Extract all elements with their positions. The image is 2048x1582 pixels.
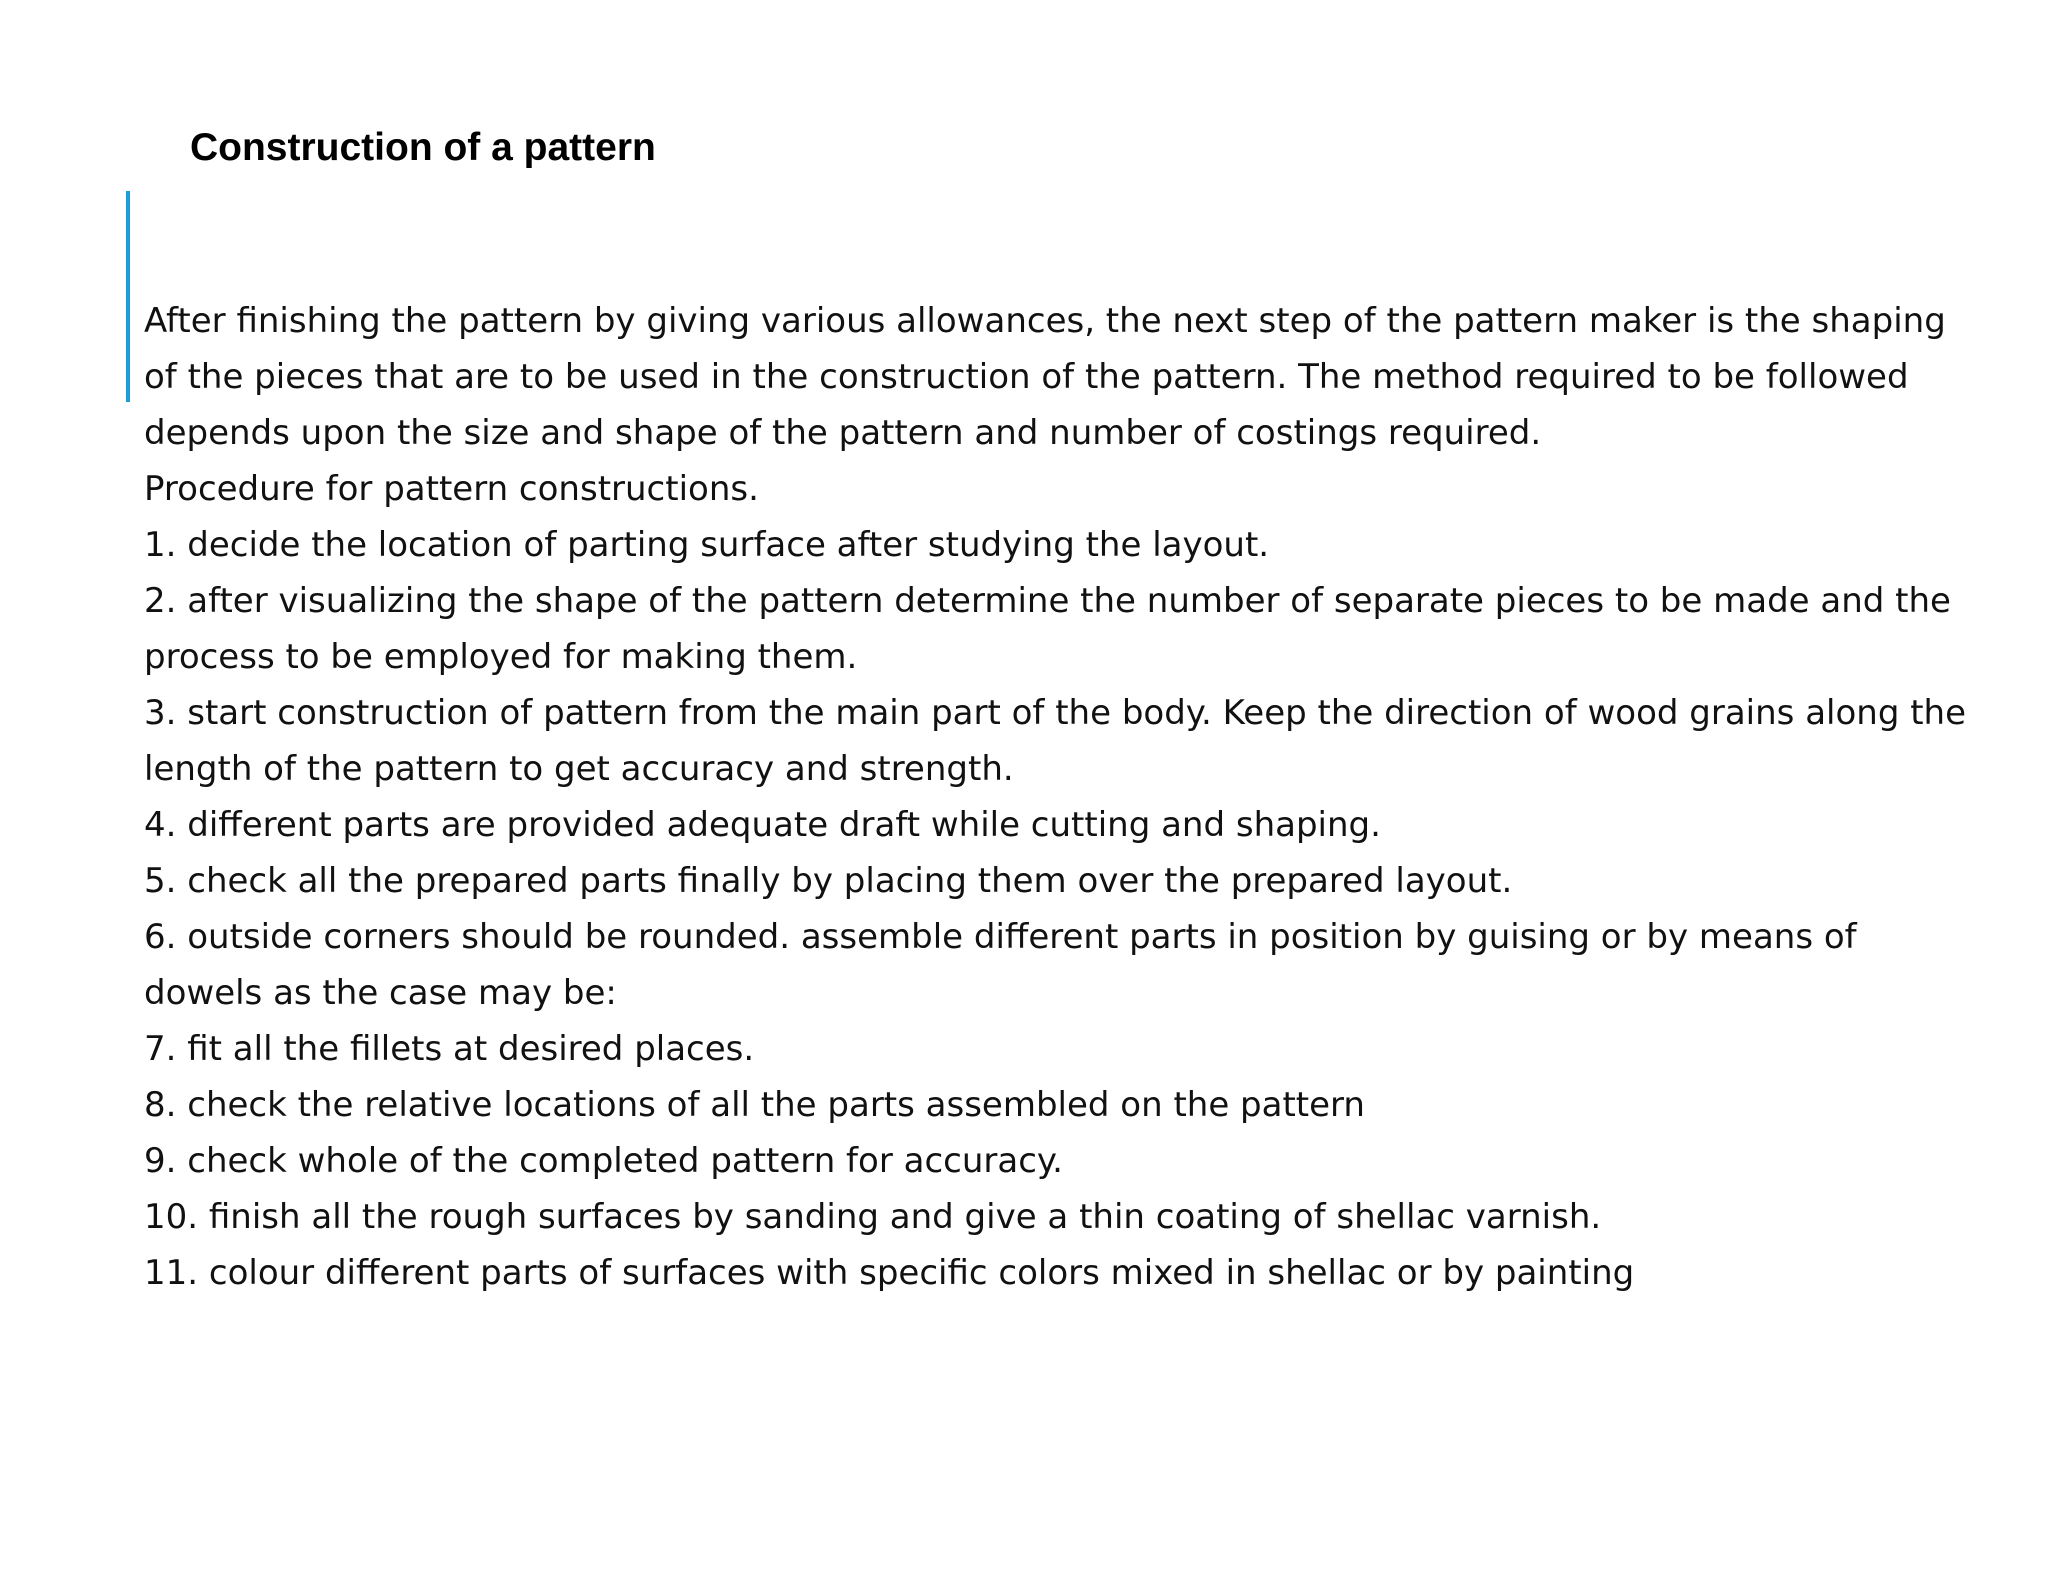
step-item-6: 6. outside corners should be rounded. assemble different parts in position by guising or by means of dowels as the case may be: bbox=[144, 917, 1857, 1013]
step-item-9: 9. check whole of the completed pattern for accuracy. bbox=[144, 1141, 1063, 1181]
procedure-heading: Procedure for pattern constructions. bbox=[144, 469, 759, 509]
slide-title: Construction of a pattern bbox=[190, 126, 656, 169]
accent-bar bbox=[126, 191, 130, 402]
slide-body bbox=[144, 293, 1984, 1301]
step-item-1: 1. decide the location of parting surface after studying the layout. bbox=[144, 525, 1270, 565]
step-item-5: 5. check all the prepared parts finally by placing them over the prepared layout. bbox=[144, 861, 1513, 901]
step-item-10: 10. finish all the rough surfaces by sanding and give a thin coating of shellac varnish. bbox=[144, 1197, 1602, 1237]
intro-paragraph: After finishing the pattern by giving various allowances, the next step of the pattern maker is the shaping of the pieces that are to be used in the construction of the pattern. The method required to be followed depends upon the size and shape of the pattern and number of costings required. bbox=[144, 301, 1946, 453]
step-item-3: 3. start construction of pattern from the main part of the body. Keep the direction of wood grains along the length of the pattern to get accuracy and strength. bbox=[144, 693, 1967, 789]
step-item-11: 11. colour different parts of surfaces with specific colors mixed in shellac or by painting bbox=[144, 1253, 1635, 1293]
step-item-2: 2. after visualizing the shape of the pattern determine the number of separate pieces to be made and the process to be employed for making them. bbox=[144, 581, 1951, 677]
step-item-4: 4. different parts are provided adequate draft while cutting and shaping. bbox=[144, 805, 1381, 845]
step-item-7: 7. fit all the fillets at desired places. bbox=[144, 1029, 755, 1069]
step-item-8: 8. check the relative locations of all the parts assembled on the pattern bbox=[144, 1085, 1365, 1125]
